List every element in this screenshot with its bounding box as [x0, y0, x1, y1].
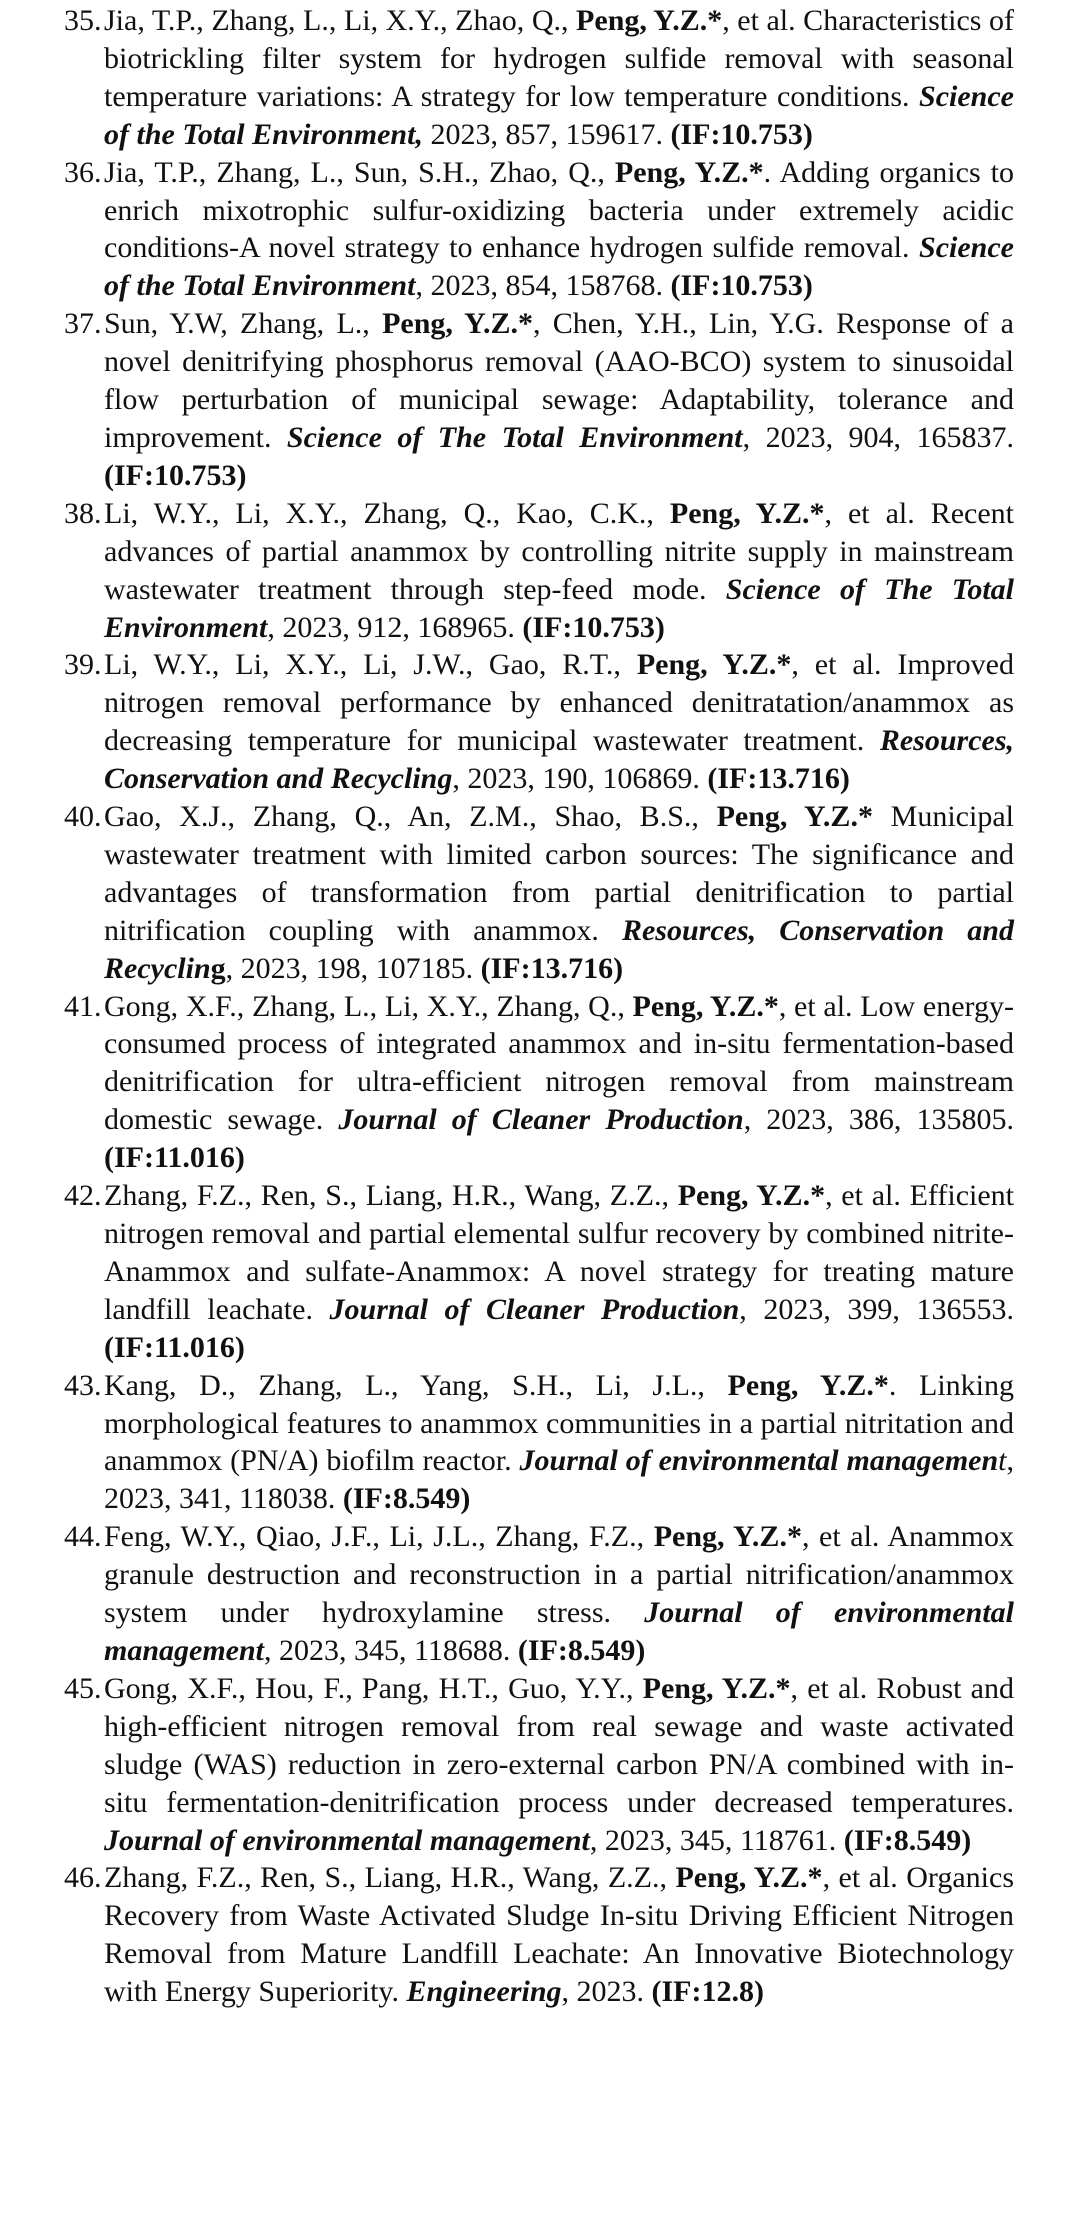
journal-name: Science of the Total Environment, — [104, 79, 1014, 151]
reference-number: 41. — [64, 989, 102, 1023]
publication-details: , 2023. — [561, 1975, 652, 2009]
reference-title: , et al. Recent advances of partial anammox by controlling nitrite supply in mainstream wastewater treatment through step-feed mode. — [104, 496, 1015, 606]
publication-details: , 2023, 345, 118761. — [589, 1823, 844, 1857]
journal-name-tail: g — [210, 951, 226, 985]
journal-name: Journal of environmental management — [104, 1596, 1014, 1667]
reference-entry — [64, 1859, 1014, 2011]
reference-title: Municipal wastewater treatment with limited carbon sources: The significance and advantages of transformation from partial denitrification to partial nitrification coupling with anammox. — [104, 800, 1014, 947]
reference-title: , et al. Characteristics of biotrickling filter system for hydrogen sulfide removal with seasonal temperature variations: A strategy for low temperature conditions. — [104, 4, 1014, 113]
reference-number: 40. — [64, 800, 102, 834]
impact-factor: (IF:10.753) — [670, 117, 813, 151]
corresponding-author: Peng, Y.Z.* — [614, 155, 764, 189]
publication-details: , 2023, 345, 118688. — [264, 1633, 518, 1667]
journal-name: Resources, Conservation and Recyclin — [104, 913, 1014, 985]
publication-details: , 2023, 190, 106869. — [452, 762, 708, 796]
journal-name: Science of the Total Environment — [104, 231, 1014, 303]
impact-factor: (IF:11.016) — [104, 1330, 245, 1364]
reference-entry — [64, 495, 1014, 647]
journal-name: Journal of environmental managemen — [519, 1444, 999, 1478]
reference-title: , et al. Organics Recovery from Waste Activated Sludge In-situ Driving Efficient Nitrogen Removal from Mature Landfill Leachate: An Innovative Biotechnology with Energy Superiority. — [104, 1861, 1015, 2009]
reference-entry — [64, 646, 1014, 798]
impact-factor: (IF:8.549) — [342, 1482, 471, 1516]
reference-number: 44. — [64, 1520, 102, 1554]
reference-number: 38. — [64, 496, 102, 530]
journal-name: Resources, Conservation and Recycling — [104, 724, 1014, 796]
corresponding-author: Peng, Y.Z.* — [669, 496, 825, 530]
reference-authors: Zhang, F.Z., Ren, S., Liang, H.R., Wang, Z.Z., — [104, 1861, 676, 1895]
reference-entry — [64, 1518, 1014, 1670]
reference-authors: Li, W.Y., Li, X.Y., Zhang, Q., Kao, C.K., — [104, 496, 670, 530]
impact-factor: (IF:13.716) — [707, 762, 850, 796]
publication-details: 2023, 857, 159617. — [422, 117, 671, 151]
impact-factor: (IF:10.753) — [104, 458, 247, 492]
publication-details: , 2023, 854, 158768. — [415, 269, 671, 303]
reference-entry — [64, 154, 1014, 306]
reference-authors: Gao, X.J., Zhang, Q., An, Z.M., Shao, B.S., — [104, 800, 717, 834]
impact-factor: (IF:11.016) — [104, 1141, 245, 1175]
reference-entry — [64, 305, 1014, 495]
journal-name: Science of The Total Environment — [286, 420, 743, 454]
publication-details: , 2023, 198, 107185. — [225, 951, 481, 985]
reference-number: 42. — [64, 1179, 102, 1213]
reference-title: , et al. Efficient nitrogen removal and partial elemental sulfur recovery by combined nitrite-Anammox and sulfate-Anammox: A novel strategy for treating mature landfill leachate. — [104, 1179, 1014, 1326]
reference-authors: Gong, X.F., Hou, F., Pang, H.T., Guo, Y.Y., — [104, 1671, 643, 1705]
journal-name: Journal of Cleaner Production — [329, 1292, 740, 1326]
reference-title: , Chen, Y.H., Lin, Y.G. Response of a novel denitrifying phosphorus removal (AAO-BCO) system to sinusoidal flow perturbation of municipal sewage: Adaptability, tolerance and improvement. — [104, 307, 1014, 454]
journal-name-tail: t — [998, 1444, 1007, 1478]
reference-authors: Zhang, F.Z., Ren, S., Liang, H.R., Wang, Z.Z., — [104, 1179, 678, 1213]
reference-authors: Jia, T.P., Zhang, L., Li, X.Y., Zhao, Q., — [104, 4, 577, 37]
corresponding-author: Peng, Y.Z.* — [677, 1179, 826, 1213]
reference-authors: Feng, W.Y., Qiao, J.F., Li, J.L., Zhang, F.Z., — [104, 1520, 654, 1554]
reference-number: 36. — [64, 155, 102, 189]
reference-authors: Jia, T.P., Zhang, L., Sun, S.H., Zhao, Q., — [104, 155, 615, 189]
journal-name: Engineering — [406, 1975, 562, 2009]
reference-entry — [64, 1367, 1014, 1519]
reference-number: 37. — [64, 307, 102, 341]
journal-name: Science of The Total Environment — [104, 572, 1014, 644]
impact-factor: (IF:10.753) — [670, 269, 813, 303]
impact-factor: (IF:8.549) — [517, 1633, 646, 1667]
reference-number: 46. — [64, 1861, 102, 1895]
reference-entry — [64, 798, 1014, 988]
reference-number: 39. — [64, 648, 102, 682]
reference-number: 35. — [64, 4, 102, 37]
reference-title: , et al. Improved nitrogen removal performance by enhanced denitratation/anammox as decreasing temperature for municipal wastewater treatment. — [104, 648, 1014, 758]
publication-details: , 2023, 399, 136553. — [739, 1292, 1014, 1326]
reference-authors: Gong, X.F., Zhang, L., Li, X.Y., Zhang, Q., — [104, 989, 633, 1023]
corresponding-author: Peng, Y.Z.* — [636, 648, 792, 682]
reference-entry — [64, 1177, 1014, 1367]
publication-details: , 2023, 904, 165837. — [742, 420, 1014, 454]
reference-number: 43. — [64, 1368, 102, 1402]
publication-details: , 2023, 341, 118038. — [104, 1444, 1014, 1516]
reference-title: , et al. Anammox granule destruction and reconstruction in a partial nitrification/anammox system under hydroxylamine stress. — [104, 1520, 1015, 1630]
corresponding-author: Peng, Y.Z.* — [653, 1520, 802, 1554]
reference-title: , et al. Low energy-consumed process of integrated anammox and in-situ fermentation-based denitrification for ultra-efficient nitrogen removal from mainstream domestic sewage. — [104, 989, 1014, 1137]
impact-factor: (IF:8.549) — [843, 1823, 972, 1857]
reference-entry — [64, 2, 1014, 154]
corresponding-author: Peng, Y.Z.* — [727, 1368, 889, 1402]
impact-factor: (IF:12.8) — [651, 1975, 764, 2009]
journal-name: Journal of Cleaner Production — [338, 1103, 744, 1137]
impact-factor: (IF:13.716) — [480, 951, 624, 985]
reference-title: . Linking morphological features to anammox communities in a partial nitritation and anammox (PN/A) biofilm reactor. — [104, 1368, 1014, 1478]
publication-details: , 2023, 912, 168965. — [267, 610, 523, 644]
corresponding-author: Peng, Y.Z.* — [675, 1861, 823, 1895]
impact-factor: (IF:10.753) — [522, 610, 665, 644]
journal-name: Journal of environmental management — [104, 1823, 590, 1857]
corresponding-author: Peng, Y.Z.* — [576, 4, 723, 37]
reference-title: . Adding organics to enrich mixotrophic sulfur-oxidizing bacteria under extremely acidic conditions-A novel strategy to enhance hydrogen sulfide removal. — [104, 155, 1014, 265]
reference-entry — [64, 988, 1014, 1178]
corresponding-author: Peng, Y.Z.* — [382, 307, 533, 341]
corresponding-author: Peng, Y.Z.* — [716, 800, 873, 834]
reference-entry — [64, 1670, 1014, 1860]
reference-authors: Kang, D., Zhang, L., Yang, S.H., Li, J.L., — [104, 1368, 728, 1402]
corresponding-author: Peng, Y.Z.* — [642, 1671, 791, 1705]
reference-number: 45. — [64, 1671, 102, 1705]
publication-details: , 2023, 386, 135805. — [743, 1103, 1014, 1137]
corresponding-author: Peng, Y.Z.* — [632, 989, 779, 1023]
reference-title: , et al. Robust and high-efficient nitrogen removal from real sewage and waste activated sludge (WAS) reduction in zero-external carbon PN/A combined with in-situ fermentation-denitrification process under decreased temperatures. — [104, 1671, 1014, 1819]
reference-authors: Sun, Y.W, Zhang, L., — [104, 307, 383, 341]
reference-authors: Li, W.Y., Li, X.Y., Li, J.W., Gao, R.T., — [104, 648, 637, 682]
